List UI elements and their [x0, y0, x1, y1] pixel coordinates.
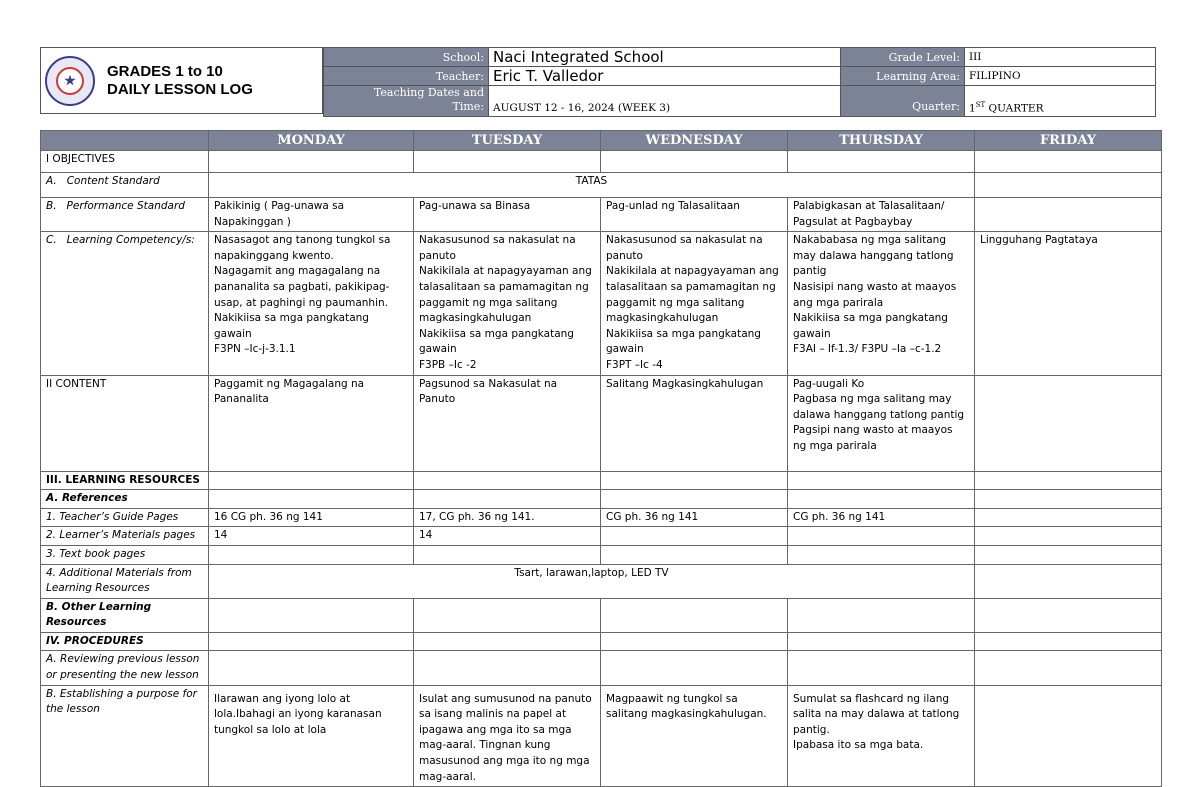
learning-competency-wed: Nakasusunod sa nakasulat na panuto Nakikilala at napagyayaman ang talasalitaan sa pamamagitan ng paggamit ng mga salitang magkasingkahulugan Nakikiisa sa mga pangkatang gawain F3PT –Ic -4: [601, 232, 788, 375]
establishing-purpose-fri: [975, 685, 1162, 787]
table-cell: [788, 651, 975, 685]
table-cell: [975, 545, 1162, 564]
table-cell: [601, 151, 788, 173]
table-cell: [601, 490, 788, 509]
table-cell: [975, 173, 1162, 198]
establishing-purpose-row: [41, 685, 1162, 787]
learning-competency-fri: Lingguhang Pagtataya: [975, 232, 1162, 375]
learners-materials-thu: [788, 527, 975, 546]
table-cell: [788, 151, 975, 173]
procedures-label: IV. PROCEDURES: [41, 632, 209, 651]
teacher-label: Teacher:: [324, 67, 489, 86]
table-cell: [414, 651, 601, 685]
row-letter: C.: [46, 234, 57, 247]
table-cell: [975, 651, 1162, 685]
table-cell: [975, 471, 1162, 490]
learning-resources-row: [41, 471, 1162, 490]
other-resources-row: [41, 598, 1162, 632]
learning-competency-label: [41, 232, 209, 375]
table-cell: [975, 151, 1162, 173]
content-standard-label: [41, 173, 209, 198]
table-cell: [414, 598, 601, 632]
procedures-row: [41, 632, 1162, 651]
quarter-text: QUARTER: [985, 102, 1044, 114]
teacher-value: Eric T. Valledor: [489, 67, 841, 86]
day-wednesday: WEDNESDAY: [601, 131, 788, 151]
references-label: A. References: [41, 490, 209, 509]
establishing-purpose-tue: Isulat ang sumusunod na panuto sa isang malinis na papel at ipagawa ang mga ito sa mga mag-aaral. Tingnan kung masusunod ang mga ito ng mga mag-aaral.: [414, 685, 601, 787]
establishing-purpose-label: B. Establishing a purpose for the lesson: [41, 685, 209, 787]
additional-materials-value: Tsart, larawan,laptop, LED TV: [209, 564, 975, 598]
objectives-label: I OBJECTIVES: [41, 151, 209, 173]
content-fri: [975, 375, 1162, 471]
additional-materials-row: [41, 564, 1162, 598]
learners-materials-wed: [601, 527, 788, 546]
day-tuesday: TUESDAY: [414, 131, 601, 151]
table-cell: [601, 545, 788, 564]
quarter-label: Quarter:: [841, 86, 965, 117]
row-label-text: Performance Standard: [66, 200, 185, 212]
corner-cell: [41, 131, 209, 151]
performance-standard-thu: Palabigkasan at Talasalitaan/ Pagsulat at Pagbaybay: [788, 198, 975, 232]
learning-competency-mon: Nasasagot ang tanong tungkol sa napakinggang kwento. Nagagamit ang magagalang na pananalita sa pagbati, pakikipag-usap, at paghingi ng paumanhin. Nakikiisa sa mga pangkatang gawain F3PN –Ic-j-3.1.1: [209, 232, 414, 375]
row-label-text: Learning Competency/s:: [66, 234, 195, 247]
day-monday: MONDAY: [209, 131, 414, 151]
header-title-block: [40, 47, 323, 114]
teachers-guide-mon: 16 CG ph. 36 ng 141: [209, 508, 414, 527]
table-cell: [414, 545, 601, 564]
teaching-dates-label-line1: Teaching Dates and: [373, 86, 484, 99]
table-cell: [209, 632, 414, 651]
teaching-dates-value: AUGUST 12 - 16, 2024 (WEEK 3): [489, 86, 841, 117]
performance-standard-fri: [975, 198, 1162, 232]
table-cell: [209, 471, 414, 490]
textbook-label: 3. Text book pages: [41, 545, 209, 564]
table-cell: [209, 598, 414, 632]
title-line-1: GRADES 1 to 10: [107, 62, 223, 80]
teachers-guide-fri: [975, 508, 1162, 527]
row-letter: A.: [46, 175, 57, 187]
table-cell: [414, 632, 601, 651]
table-cell: [209, 651, 414, 685]
table-cell: [601, 471, 788, 490]
learners-materials-label: 2. Learner’s Materials pages: [41, 527, 209, 546]
table-cell: [414, 151, 601, 173]
grade-level-value: III: [965, 48, 1156, 67]
title-line-2: DAILY LESSON LOG: [107, 80, 253, 98]
table-cell: [788, 471, 975, 490]
table-cell: [209, 545, 414, 564]
content-tue: Pagsunod sa Nakasulat na Panuto: [414, 375, 601, 471]
quarter-value: [965, 86, 1156, 117]
quarter-number: 1: [969, 102, 976, 114]
performance-standard-wed: Pag-unlad ng Talasalitaan: [601, 198, 788, 232]
content-label: II CONTENT: [41, 375, 209, 471]
teachers-guide-label: 1. Teacher’s Guide Pages: [41, 508, 209, 527]
deped-seal-icon: [45, 56, 95, 106]
teaching-dates-label: [324, 86, 489, 117]
document-title: [107, 63, 253, 99]
learning-resources-label: III. LEARNING RESOURCES: [41, 471, 209, 490]
content-standard-row: [41, 173, 1162, 198]
content-row: [41, 375, 1162, 471]
header-info-table: [323, 47, 1156, 117]
table-cell: [975, 564, 1162, 598]
row-letter: B.: [46, 200, 57, 212]
table-cell: [788, 490, 975, 509]
table-cell: [601, 651, 788, 685]
learning-competency-tue: Nakasusunod sa nakasulat na panuto Nakikilala at napagyayaman ang talasalitaan sa pamamagitan ng paggamit ng mga salitang magkasingkahulugan Nakikiisa sa mga pangkatang gawain F3PB –Ic -2: [414, 232, 601, 375]
row-label-text: Content Standard: [66, 175, 160, 187]
teaching-dates-label-line2: Time:: [452, 100, 484, 113]
school-label: School:: [324, 48, 489, 67]
performance-standard-mon: Pakikinig ( Pag-unawa sa Napakinggan ): [209, 198, 414, 232]
additional-materials-label: 4. Additional Materials from Learning Resources: [41, 564, 209, 598]
objectives-row: [41, 151, 1162, 173]
table-cell: [414, 471, 601, 490]
performance-standard-row: [41, 198, 1162, 232]
teachers-guide-tue: 17, CG ph. 36 ng 141.: [414, 508, 601, 527]
establishing-purpose-mon: Ilarawan ang iyong lolo at lola.Ibahagi an iyong karanasan tungkol sa lolo at lola: [209, 685, 414, 787]
table-cell: [601, 632, 788, 651]
learning-area-label: Learning Area:: [841, 67, 965, 86]
table-cell: [788, 632, 975, 651]
table-cell: [975, 598, 1162, 632]
learners-materials-tue: 14: [414, 527, 601, 546]
teachers-guide-thu: CG ph. 36 ng 141: [788, 508, 975, 527]
learning-competency-thu: Nakababasa ng mga salitang may dalawa hanggang tatlong pantig Nasisipi nang wasto at maayos ang mga parirala Nakikiisa sa mga pangkatang gawain F3AI – If-1.3/ F3PU –Ia –c-1.2: [788, 232, 975, 375]
establishing-purpose-wed: Magpaawit ng tungkol sa salitang magkasingkahulugan.: [601, 685, 788, 787]
reviewing-row: [41, 651, 1162, 685]
grade-level-label: Grade Level:: [841, 48, 965, 67]
learners-materials-fri: [975, 527, 1162, 546]
references-row: [41, 490, 1162, 509]
performance-standard-tue: Pag-unawa sa Binasa: [414, 198, 601, 232]
table-cell: [601, 598, 788, 632]
content-thu: Pag-uugali Ko Pagbasa ng mga salitang may dalawa hanggang tatlong pantig Pagsipi nang wasto at maayos ng mga parirala: [788, 375, 975, 471]
table-cell: [414, 490, 601, 509]
day-header-row: [41, 131, 1162, 151]
textbook-row: [41, 545, 1162, 564]
learning-competency-row: [41, 232, 1162, 375]
teachers-guide-wed: CG ph. 36 ng 141: [601, 508, 788, 527]
content-standard-value: TATAS: [209, 173, 975, 198]
table-cell: [975, 490, 1162, 509]
day-thursday: THURSDAY: [788, 131, 975, 151]
school-value: Naci Integrated School: [489, 48, 841, 67]
teachers-guide-row: [41, 508, 1162, 527]
content-mon: Paggamit ng Magagalang na Pananalita: [209, 375, 414, 471]
table-cell: [788, 545, 975, 564]
table-cell: [788, 598, 975, 632]
other-resources-label: B. Other Learning Resources: [41, 598, 209, 632]
learning-area-value: FILIPINO: [965, 67, 1156, 86]
table-cell: [209, 490, 414, 509]
reviewing-label: A. Reviewing previous lesson or presenting the new lesson: [41, 651, 209, 685]
content-wed: Salitang Magkasingkahulugan: [601, 375, 788, 471]
lesson-log-table: [40, 130, 1162, 787]
establishing-purpose-thu: Sumulat sa flashcard ng ilang salita na may dalawa at tatlong pantig. Ipabasa ito sa mga bata.: [788, 685, 975, 787]
performance-standard-label: [41, 198, 209, 232]
day-friday: FRIDAY: [975, 131, 1162, 151]
learners-materials-row: [41, 527, 1162, 546]
table-cell: [975, 632, 1162, 651]
learners-materials-mon: 14: [209, 527, 414, 546]
table-cell: [209, 151, 414, 173]
quarter-suffix: ST: [975, 100, 986, 109]
